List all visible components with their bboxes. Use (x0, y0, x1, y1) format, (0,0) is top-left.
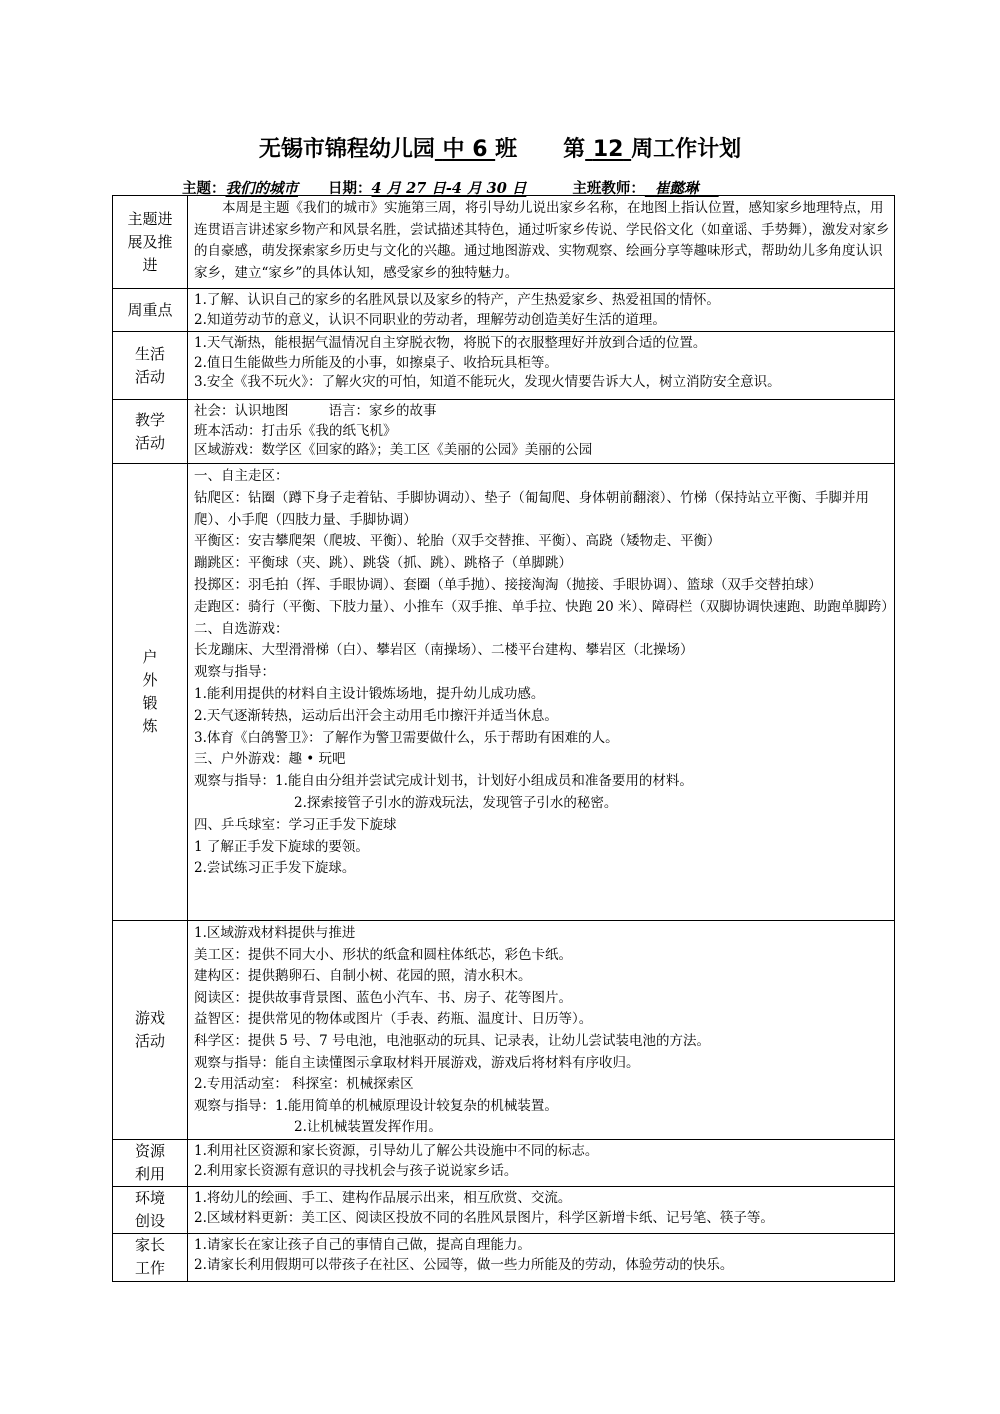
school-name: 无锡市锦程幼儿园 (258, 137, 435, 162)
weekly-plan-table (112, 195, 895, 1282)
row-environment (113, 1186, 895, 1233)
games-content: 1.区域游戏材料提供与推进 美工区：提供不同大小、形状的纸盒和圆柱体纸芯，彩色卡纸。 建构区：提供鹅卵石、自制小树、花园的照，清水积木。 阅读区：提供故事背景图、蓝色小汽车、书、房子、花等图片。 益智区：提供常见的物体或图片（手表、药瓶、温度计、日历等）。 科学区：提供 5 号、7 号电池，电池驱动的玩具、记录表，让幼儿尝试装电池的方法。 观察与指导：能自主读懂图示拿取材料开展游戏，游戏后将材料有序收归。 2.专用活动室： 科探室：机械探索区 观察与指导：1.能用简单的机械原理设计较复杂的机械装置。 2.让机械装置发挥作用。 (188, 921, 895, 1140)
class-suffix: 班 (495, 137, 518, 162)
progress-content: 本周是主题《我们的城市》实施第三周，将引导幼儿说出家乡名称，在地图上指认位置，感知家乡地理特点，用连贯语言讲述家乡物产和风景名胜，尝试描述其特色，通过听家乡传说、学民俗文化（如童谣、手势舞），激发对家乡的自豪感，萌发探索家乡历史与文化的兴趣。通过地图游戏、实物观察、绘画分享等趣味形式，帮助幼儿多角度认识家乡，建立“家乡”的具体认知，感受家乡的独特魅力。 (188, 196, 895, 289)
teacher-label: 主班教师： (572, 180, 645, 197)
page-title (0, 132, 1000, 163)
teaching-language: 语言：家乡的故事 (328, 403, 437, 419)
teacher-value: 崔懿琳 (654, 180, 699, 197)
week-prefix: 第 (563, 137, 586, 162)
header-resources: 资源 利用 (113, 1139, 188, 1186)
teaching-social: 社会：认识地图 (194, 403, 289, 419)
date-label: 日期： (328, 180, 372, 197)
row-resources (113, 1139, 895, 1186)
header-environment: 环境 创设 (113, 1186, 188, 1233)
header-games: 游戏 活动 (113, 921, 188, 1140)
row-outdoor (113, 464, 895, 921)
class-name: 中 6 (442, 137, 488, 162)
outdoor-content: 一、自主走区： 钻爬区：钻圈（蹲下身子走着钻、手脚协调动）、垫子（匍匐爬、身体朝前翻滚）、竹梯（保持站立平衡、手脚并用爬）、小手爬（四肢力量、手脚协调） 平衡区：安吉攀爬架（爬坡、平衡）、轮胎（双手交替推、平衡）、高跷（矮物走、平衡） 蹦跳区：平衡球（夹、跳）、跳袋（抓、跳）、跳格子（单脚跳） 投掷区：羽毛拍（挥、手眼协调）、套圈（单手抛）、接接淘淘（抛接、手眼协调）、篮球（双手交替拍球） 走跑区：骑行（平衡、下肢力量）、小推车（双手推、单手拉、快跑 20 米）、障碍栏（双脚协调快速跑、助跑单脚跨） 二、自选游戏： 长龙蹦床、大型滑滑梯（白）、攀岩区（南操场）、二楼平台建构、攀岩区（北操场） 观察与指导： 1.能利用提供的材料自主设计锻炼场地，提升幼儿成功感。 2.天气逐渐转热，运动后出汗会主动用毛巾擦汗并适当休息。 3.体育《白鸽警卫》：了解作为警卫需要做什么，乐于帮助有困难的人。 三、户外游戏：趣 • 玩吧 观察与指导：1.能自由分组并尝试完成计划书，计划好小组成员和准备要用的材料。 2.探索接管子引水的游戏玩法，发现管子引水的秘密。 四、乒乓球室：学习正手发下旋球 1 了解正手发下旋球的要领。 2.尝试练习正手发下旋球。 (188, 464, 895, 921)
focus-content: 1.了解、认识自己的家乡的名胜风景以及家乡的特产，产生热爱家乡、热爱祖国的情怀。 2.知道劳动节的意义，认识不同职业的劳动者，理解劳动创造美好生活的道理。 (188, 289, 895, 332)
resources-content: 1.利用社区资源和家长资源，引导幼儿了解公共设施中不同的标志。 2.利用家长资源有意识的寻找机会与孩子说说家乡话。 (188, 1139, 895, 1186)
header-progress: 主题进 展及推 进 (113, 196, 188, 289)
parents-content: 1.请家长在家让孩子自己的事情自己做，提高自理能力。 2.请家长利用假期可以带孩子在社区、公园等，做一些力所能及的劳动，体验劳动的快乐。 (188, 1233, 895, 1281)
teaching-content: 社会：认识地图 语言：家乡的故事 班本活动：打击乐《我的纸飞机》 区域游戏：数学区《回家的路》；美工区《美丽的公园》美丽的公园 (188, 400, 895, 464)
theme-value: 我们的城市 (225, 180, 298, 197)
row-parents (113, 1233, 895, 1281)
header-parents: 家长 工作 (113, 1233, 188, 1281)
header-outdoor: 户 外 锻 炼 (113, 464, 188, 921)
life-content: 1.天气渐热，能根据气温情况自主穿脱衣物，将脱下的衣服整理好并放到合适的位置。 2.值日生能做些力所能及的小事，如擦桌子、收拾玩具柜等。 3.安全《我不玩火》：了解火灾的可怕，知道不能玩火，发现火情要告诉大人，树立消防安全意识。 (188, 332, 895, 400)
row-progress (113, 196, 895, 289)
date-value: 4 月 27 日-4 月 30 日 (371, 180, 527, 197)
header-life: 生活 活动 (113, 332, 188, 400)
title-suffix: 周工作计划 (631, 137, 742, 162)
header-focus: 周重点 (113, 289, 188, 332)
row-life (113, 332, 895, 400)
row-teaching (113, 400, 895, 464)
row-focus (113, 289, 895, 332)
week-number: 12 (592, 137, 624, 162)
environment-content: 1.将幼儿的绘画、手工、建构作品展示出来，相互欣赏、交流。 2.区域材料更新：美工区、阅读区投放不同的名胜风景图片，科学区新增卡纸、记号笔、筷子等。 (188, 1186, 895, 1233)
row-games (113, 921, 895, 1140)
header-teaching: 教学 活动 (113, 400, 188, 464)
theme-label: 主题： (182, 180, 226, 197)
